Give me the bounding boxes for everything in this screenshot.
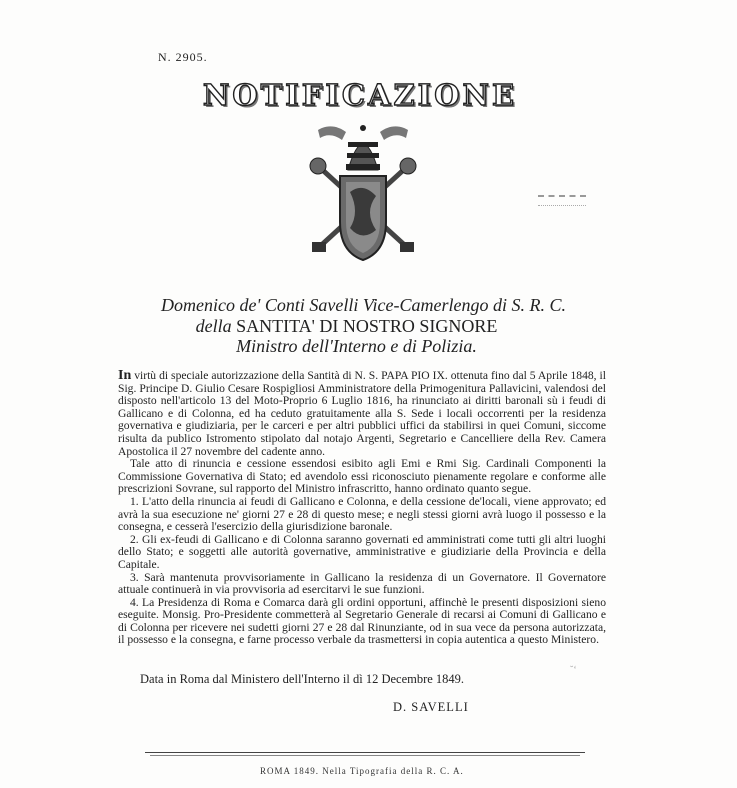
- paragraph-1-text: virtù di speciale autorizzazione della Santità di N. S. PAPA PIO IX. ottenuta fino dal 5 Aprile 1848, il Sig. Principe D. Giulio Cesare Rospigliosi Amministratore della Primogenitura Pallavicini, valendosi del disposto nell'articolo 13 del Moto-Proprio 6 Luglio 1816, ha rinunciato ai diritti baronali sù i feudi di Gallicano e di Colonna, ed ha ceduto gratuitamente alla S. Sede i locali occorrenti per la residenza governativa e giudiziaria, per le carceri e per altri pubblici uffici da stabilirsi in quei Comuni, siccome risulta da publico Istromento stipolato dal notajo Argenti, Segretario e Cancelliere della Rev. Camera Apostolica il 27 novembre del cadente anno.: [118, 369, 606, 458]
- ministry-line: Ministro dell'Interno e di Polizia.: [236, 336, 477, 356]
- notice-number: N. 2905.: [158, 50, 208, 64]
- divider-rule: [145, 752, 585, 753]
- document-title: NOTIFICAZIONE: [202, 78, 518, 112]
- article-2: 2. Gli ex-feudi di Gallicano e di Colonna saranno governati ed amministrati come tutti gli altri luoghi dello Stato; e soggetti alle autorità governative, amministrative e giudiziarie della Provincia e della Capitale.: [118, 532, 606, 571]
- paragraph-2: Tale atto di rinuncia e cessione essendosi esibito agli Emi e Rmi Sig. Cardinali Componenti la Commissione Governativa di Stato; ed avendolo essi riconosciuto pienamente regolare e conforme alle prescrizioni Sovrane, sul rapporto del Ministro infrascritto, hanno ordinato quanto segue.: [118, 457, 606, 496]
- ink-mark: ˘‘: [570, 665, 577, 676]
- stamp-mark: [538, 195, 586, 206]
- article-3: 3. Sarà mantenuta provvisoriamente in Gallicano la residenza di un Governatore. Il Governatore attuale continuerà in via provvisoria ad esercitarvi le sue funzioni.: [118, 570, 606, 597]
- office-line: [0, 316, 715, 337]
- signature: D. SAVELLI: [393, 700, 469, 714]
- office-title: SANTITA' DI NOSTRO SIGNORE: [236, 316, 498, 336]
- article-4: 4. La Presidenza di Roma e Comarca darà gli ordini opportuni, affinchè le presenti disposizioni sieno eseguite. Monsig. Pro-Presidente commetterà al Segretario Generale di recarsi ai Comuni di Gallicano e di Colonna per ricevere nei sudetti giorni 27 e 28 dal Rinunziante, od in sua vece da persona autorizzata, il possesso e la consegna, e farne processo verbale da trasmettersi in copia autentica a questo Ministero.: [118, 595, 606, 647]
- drop-initial: In: [118, 368, 132, 383]
- office-prefix: della: [195, 316, 232, 336]
- date-line: Data in Roma dal Ministero dell'Interno il dì 12 Decembre 1849.: [140, 672, 465, 686]
- papal-crest-icon: [298, 122, 428, 272]
- article-1: 1. L'atto della rinuncia ai feudi di Gallicano e Colonna, e della cessione de'locali, viene approvato; ed avrà la sua esecuzione ne' giorni 27 e 28 di questo mese; e negli stessi giorni avrà luogo il possesso e la consegna, e cesserà l'esercizio della giurisdizione baronale.: [118, 494, 606, 534]
- printer-imprint: ROMA 1849. Nella Tipografia della R. C. A.: [260, 766, 464, 776]
- divider-rule-thin: [150, 755, 580, 756]
- notice-body: [118, 370, 606, 647]
- paragraph-1: [118, 370, 606, 458]
- issuer-line: Domenico de' Conti Savelli Vice-Camerlengo di S. R. C.: [161, 295, 566, 315]
